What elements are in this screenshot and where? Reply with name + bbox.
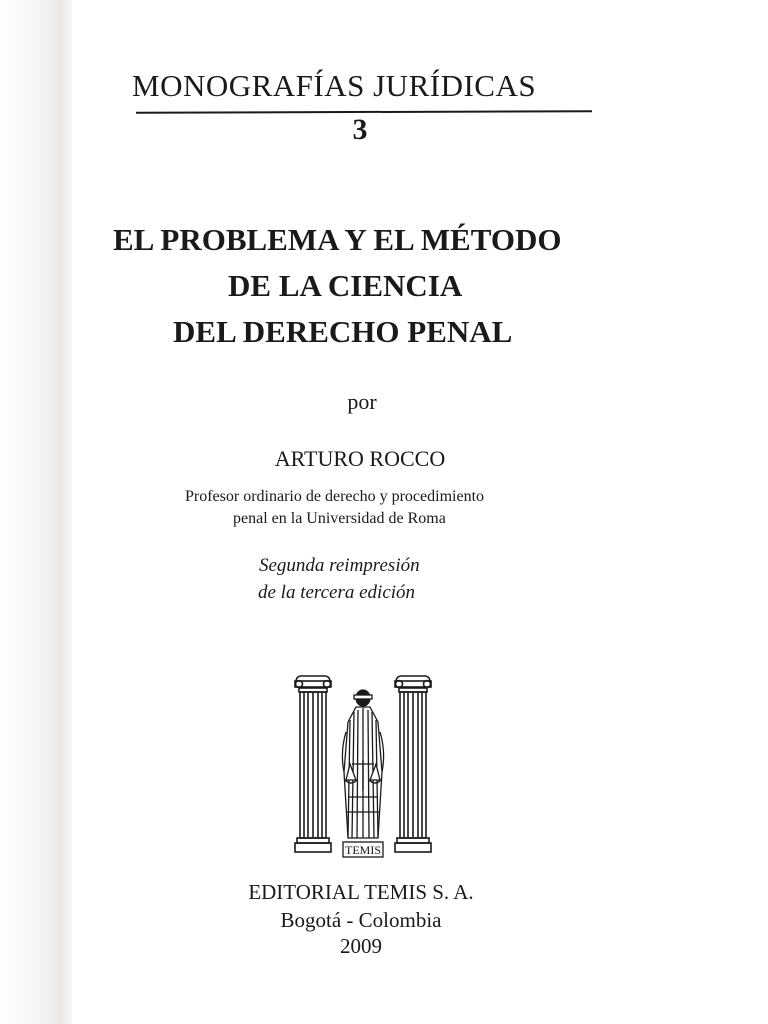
left-column-icon — [295, 676, 331, 852]
author-name: ARTURO ROCCO — [274, 446, 446, 471]
logo-label: TEMIS — [345, 843, 381, 857]
lady-justice-icon — [342, 690, 383, 838]
edition-line-2: de la tercera edición — [258, 582, 416, 603]
author-affiliation-line-1: Profesor ordinario de derecho y procedimiento — [185, 488, 485, 505]
right-column-icon — [395, 676, 431, 852]
page-gutter-shadow — [0, 0, 72, 1024]
temis-justice-columns-logo — [290, 672, 436, 862]
edition-line-1: Segunda reimpresión — [259, 555, 420, 576]
author-affiliation-line-2: penal en la Universidad de Roma — [233, 510, 446, 527]
publisher-city: Bogotá - Colombia — [280, 908, 442, 932]
byline: por — [347, 389, 377, 414]
book-title-line-1: EL PROBLEMA Y EL MÉTODO — [113, 222, 562, 257]
series-name: MONOGRAFÍAS JURÍDICAS — [132, 68, 537, 103]
series-number: 3 — [352, 113, 368, 146]
publication-year: 2009 — [340, 934, 382, 958]
publisher-name: EDITORIAL TEMIS S. A. — [248, 880, 474, 904]
book-title-line-3: DEL DERECHO PENAL — [173, 314, 513, 349]
book-title-line-2: DE LA CIENCIA — [228, 268, 463, 303]
